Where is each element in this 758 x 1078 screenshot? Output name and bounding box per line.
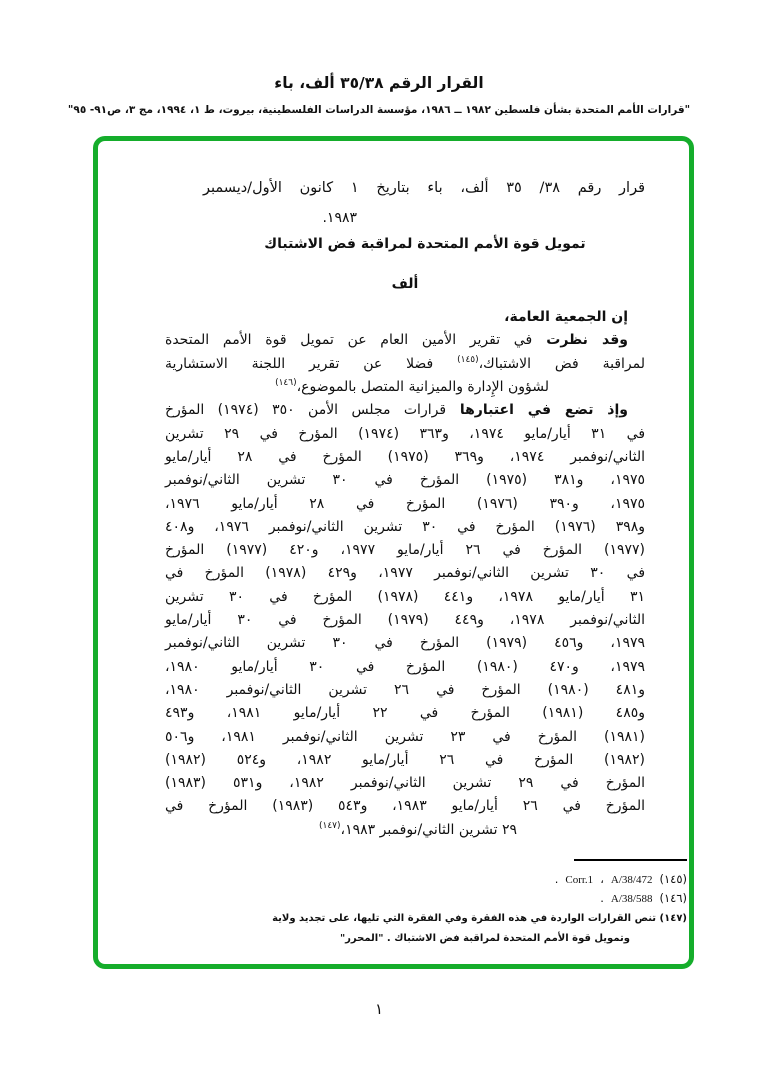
body-text (165, 177, 645, 842)
footnote-part: A/38/472 (610, 874, 653, 887)
footnote-part: A/38/588 (610, 893, 653, 906)
text-line: المؤرخ في ٢٦ أيار/مايو ١٩٨٣، و٥٤٣ (١٩٨٣) المؤرخ في (165, 798, 645, 815)
footnote-part: (١٤٥) (659, 872, 687, 887)
text-line: و٣٩٨ (١٩٧٦) المؤرخ في ٣٠ تشرين الثاني/نوفمبر ١٩٧٦، و٤٠٨ (165, 518, 646, 535)
footnote-147-line1: (١٤٧) تنص القرارات الواردة في هذه الفقرة وفي الفقرة التي تليها، على تجديد ولاية (272, 913, 687, 925)
footnote-146 (165, 889, 687, 908)
text-line: ٣١ أيار/مايو ١٩٧٨، و٤٤١ (١٩٧٨) المؤرخ في ٣٠ تشرين (165, 588, 645, 605)
document-frame (93, 136, 694, 969)
text-line: (١٩٧٧) المؤرخ في ٢٦ أيار/مايو ١٩٧٧، و٤٢٠ (١٩٧٧) المؤرخ (165, 542, 646, 559)
text-line: ١٩٧٥، و٣٨١ (١٩٧٥) المؤرخ في ٣٠ تشرين الثاني/نوفمبر (165, 472, 646, 489)
text-line: في ٣٠ تشرين الثاني/نوفمبر ١٩٧٧، و٤٢٩ (١٩٧٨) المؤرخ في (165, 565, 646, 582)
citation-line: "قرارات الأمم المتحدة بشأن فلسطين ١٩٨٢ ــ ١٩٨٦، مؤسسة الدراسات الفلسطينية، بيروت، ط ١، ١٩٩٤، مج ٣، ص٩١- ٩٥" (67, 104, 691, 116)
text-line: ألف (391, 275, 419, 292)
footnote-part: ، (600, 872, 604, 887)
text-line: وإذ تضع في اعتبارها قرارات مجلس الأمن ٣٥٠ (١٩٧٤) المؤرخ (165, 402, 628, 419)
page-number: ١ (374, 1000, 384, 1018)
text-line: لشؤون الإِدارة والميزانية المتصل بالموضوع،$^{(١٤٦)}$ (275, 378, 549, 396)
text-line: المؤرخ في ٢٩ تشرين الثاني/نوفمبر ١٩٨٢، و٥٣١ (١٩٨٣) (165, 775, 645, 792)
footnote-147 (165, 909, 687, 949)
page-title: القرار الرقم ٣٥/٣٨ ألف، باء (274, 74, 484, 92)
text-line: قرار رقم ٣٨/ ٣٥ ألف، باء بتاريخ ١ كانون الأول/ديسمبر (203, 180, 646, 196)
text-line: ١٩٧٩، و٤٥٦ (١٩٧٩) المؤرخ في ٣٠ تشرين الثاني/نوفمبر (165, 635, 646, 652)
text-line: في ٣١ أيار/مايو ١٩٧٤، و٣٦٣ (١٩٧٤) المؤرخ في ٢٩ تشرين (165, 425, 646, 442)
text-line: (١٩٨١) المؤرخ في ٢٣ تشرين الثاني/نوفمبر ١٩٨١، و٥٠٦ (165, 728, 646, 745)
footnote-147-line2: وتمويل قوة الأمم المتحدة لمراقبة فض الاشتباك . "المحرر" (339, 933, 630, 945)
text-line: و٤٨١ (١٩٨٠) المؤرخ في ٢٦ تشرين الثاني/نوفمبر ١٩٨٠، (165, 681, 645, 698)
text-line: الثاني/نوفمبر ١٩٧٤، و٣٦٩ (١٩٧٥) المؤرخ في ٢٨ أيار/مايو (165, 448, 646, 465)
text-line: لمراقبة فض الاشتباك،$^{(١٤٥)}$ فضلا عن تقرير اللجنة الاستشارية (165, 354, 645, 372)
text-line: وقد نظرت في تقرير الأمين العام عن تمويل قوة الأمم المتحدة (165, 332, 628, 349)
text-line: ١٩٧٩، و٤٧٠ (١٩٨٠) المؤرخ في ٣٠ أيار/مايو ١٩٨٠، (165, 658, 646, 675)
text-line: إن الجمعية العامة، (504, 309, 628, 326)
text-line: و٤٨٥ (١٩٨١) المؤرخ في ٢٢ أيار/مايو ١٩٨١، و٤٩٣ (165, 705, 645, 722)
text-line: تمويل قوة الأمم المتحدة لمراقبة فض الاشتباك (264, 235, 586, 252)
text-line: (١٩٨٢) المؤرخ في ٢٦ أيار/مايو ١٩٨٢، و٥٢٤ (١٩٨٢) (165, 751, 645, 768)
text-line: ٢٩ تشرين الثاني/نوفمبر ١٩٨٣،$^{(١٤٧)}$ (318, 820, 517, 838)
footnote-part: . (554, 872, 559, 887)
footnote-part: . (600, 891, 604, 906)
footnote-part: Corr.1 (565, 874, 594, 887)
text-line: ١٩٨٣. (322, 210, 357, 227)
text-line: الثاني/نوفمبر ١٩٧٨، و٤٤٩ (١٩٧٩) المؤرخ في ٣٠ أيار/مايو (165, 612, 646, 629)
footnote-145 (165, 870, 687, 889)
text-line: ١٩٧٥، و٣٩٠ (١٩٧٦) المؤرخ في ٢٨ أيار/مايو ١٩٧٦، (165, 495, 646, 512)
footnote-part: (١٤٦) (659, 891, 687, 906)
footnote-separator (574, 859, 687, 861)
footnotes-block (165, 859, 687, 949)
